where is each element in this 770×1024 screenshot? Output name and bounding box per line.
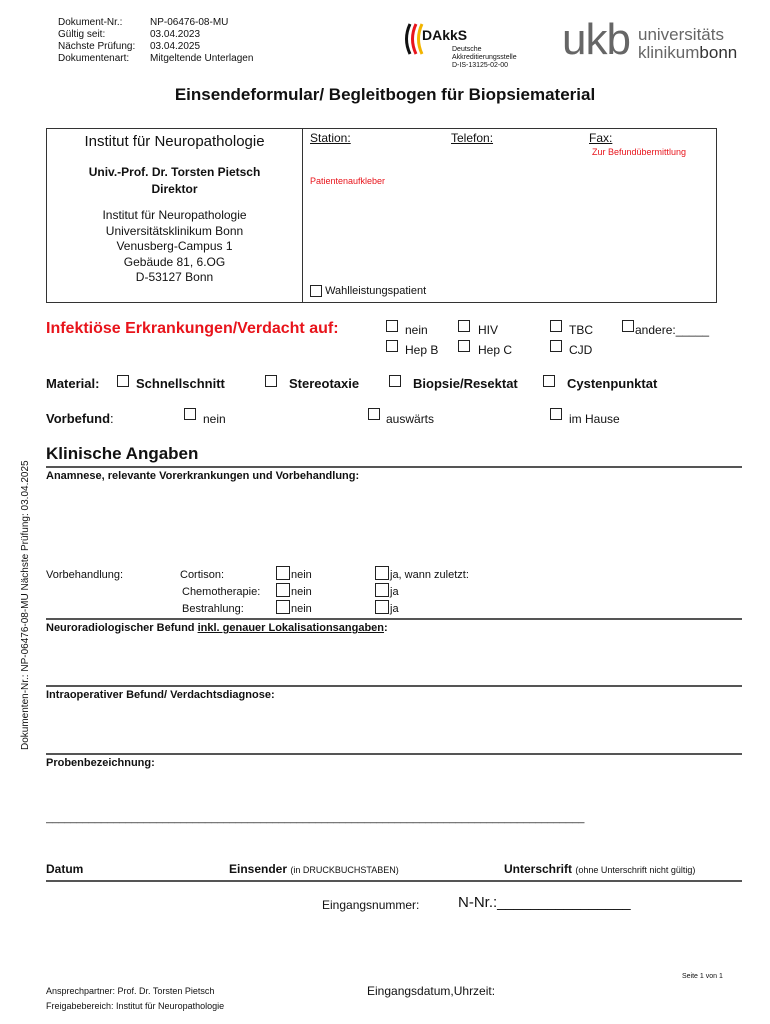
cortison-nein-label: nein	[291, 569, 312, 581]
cortison-ja-checkbox[interactable]	[375, 566, 389, 580]
bestrahlung-nein-checkbox[interactable]	[276, 600, 290, 614]
header-box	[46, 128, 717, 303]
document-meta	[58, 17, 253, 65]
n-nr-field[interactable]: N-Nr.:________________	[458, 894, 631, 911]
cjd-label: CJD	[569, 343, 593, 357]
dakks-line2: Akkreditierungsstelle	[452, 54, 517, 61]
eingangsdatum-label: Eingangsdatum,Uhrzeit:	[367, 984, 496, 998]
cjd-checkbox[interactable]	[550, 340, 562, 352]
cortison-nein-checkbox[interactable]	[276, 566, 290, 580]
einsender-text: Einsender	[229, 862, 288, 876]
unterschrift-note: (ohne Unterschrift nicht gültig)	[575, 865, 696, 875]
neuro-label-b: inkl. genauer Lokalisationsangaben	[197, 622, 385, 634]
next-check-date: 03.04.2025	[150, 41, 201, 52]
chemo-nein-checkbox[interactable]	[276, 583, 290, 597]
signature-line[interactable]: ________________________________________________________________________________________	[46, 812, 585, 824]
infection-nein-label: nein	[405, 323, 428, 337]
dakks-name: DAkkS	[422, 27, 468, 43]
page-number: Seite 1 von 1	[682, 973, 723, 980]
im-hause-checkbox[interactable]	[550, 408, 562, 420]
addr-line3: Venusberg-Campus 1	[116, 239, 233, 253]
schnellschnitt-label: Schnellschnitt	[136, 376, 225, 391]
infection-nein-checkbox[interactable]	[386, 320, 398, 332]
tbc-checkbox[interactable]	[550, 320, 562, 332]
box-divider	[302, 129, 303, 302]
fax-note: Zur Befundübermittlung	[592, 147, 687, 157]
vorbefund-nein-checkbox[interactable]	[184, 408, 196, 420]
next-check-label: Nächste Prüfung:	[58, 41, 136, 52]
wahlleistung-option[interactable]	[310, 285, 426, 297]
unterschrift-label	[504, 862, 695, 876]
bestrahlung-nein-label: nein	[291, 603, 312, 615]
hepb-label: Hep B	[405, 343, 439, 357]
hepc-label: Hep C	[478, 343, 513, 357]
vorbefund-nein-label: nein	[203, 412, 226, 426]
infection-label: Infektiöse Erkrankungen/Verdacht auf:	[46, 320, 339, 337]
material-label: Material:	[46, 376, 100, 391]
anamnese-label: Anamnese, relevante Vorerkrankungen und Vorbehandlung:	[46, 470, 360, 482]
director-title: Direktor	[151, 182, 198, 196]
divider	[46, 685, 742, 687]
valid-date: 03.04.2023	[150, 29, 201, 40]
dakks-line1: Deutsche	[452, 46, 482, 53]
footer-contact	[46, 984, 224, 1014]
contact-line: Ansprechpartner: Prof. Dr. Torsten Pietsch	[46, 986, 215, 996]
ukb-mark: ukb	[562, 15, 630, 64]
doc-type: Mitgeltende Unterlagen	[150, 53, 254, 64]
einsender-label	[229, 862, 399, 876]
clinical-heading: Klinische Angaben	[46, 444, 199, 463]
chemo-label: Chemotherapie:	[182, 586, 261, 598]
cystenpunktat-label: Cystenpunktat	[567, 376, 658, 391]
ukb-line2a: klinikum	[638, 43, 700, 62]
director-name: Univ.-Prof. Dr. Torsten Pietsch	[88, 165, 261, 179]
bestrahlung-ja-checkbox[interactable]	[375, 600, 389, 614]
bestrahlung-label: Bestrahlung:	[182, 603, 244, 615]
addr-line4: Gebäude 81, 6.OG	[123, 254, 226, 269]
divider	[46, 753, 742, 755]
andere-label[interactable]: andere:_____	[635, 323, 710, 337]
andere-checkbox[interactable]	[622, 320, 634, 332]
institute-panel	[47, 129, 302, 302]
dakks-line3: D-IS-13125-02-00	[452, 62, 509, 69]
fax-field[interactable]: Fax:	[589, 131, 613, 145]
hepc-checkbox[interactable]	[458, 340, 470, 352]
auswaerts-label: auswärts	[386, 412, 435, 426]
cortison-label: Cortison:	[180, 569, 225, 581]
stereotaxie-checkbox[interactable]	[265, 375, 277, 387]
valid-label: Gültig seit:	[58, 29, 106, 40]
eingang-label: Eingangsnummer:	[322, 898, 420, 912]
release-line: Freigabebereich: Institut für Neuropathologie	[46, 1001, 225, 1011]
chemo-ja-checkbox[interactable]	[375, 583, 389, 597]
tbc-label: TBC	[569, 323, 593, 337]
datum-label: Datum	[46, 862, 84, 876]
vorbefund-text: Vorbefund	[46, 411, 111, 426]
ukb-line2b: bonn	[699, 43, 738, 62]
divider	[46, 880, 742, 882]
vorbehandlung-label: Vorbehandlung:	[46, 569, 124, 581]
einsender-note: (in DRUCKBUCHSTABEN)	[290, 865, 399, 875]
chemo-nein-label: nein	[291, 586, 312, 598]
hiv-checkbox[interactable]	[458, 320, 470, 332]
cystenpunktat-checkbox[interactable]	[543, 375, 555, 387]
wahlleistung-checkbox[interactable]	[310, 285, 322, 297]
neuro-label-a: Neuroradiologischer Befund	[46, 622, 198, 634]
hepb-checkbox[interactable]	[386, 340, 398, 352]
hiv-label: HIV	[478, 323, 499, 337]
biopsie-checkbox[interactable]	[389, 375, 401, 387]
stereotaxie-label: Stereotaxie	[289, 376, 360, 391]
doc-type-label: Dokumentenart:	[58, 53, 130, 64]
institute-address	[47, 208, 302, 286]
ukb-line1: universitäts	[638, 25, 724, 44]
side-document-info: Dokumenten-Nr.: NP-06476-08-MU Nächste Prüfung: 03.04.2025	[20, 460, 31, 750]
dakks-logo	[402, 18, 542, 72]
neuro-label-c: :	[384, 622, 388, 634]
vorbefund-colon: :	[110, 411, 114, 426]
doc-nr-label: Dokument-Nr.:	[58, 17, 123, 28]
addr-line5: D-53127 Bonn	[135, 270, 214, 284]
addr-line2: Universitätsklinikum Bonn	[105, 223, 244, 238]
dakks-mark-icon	[402, 22, 424, 56]
cortison-ja-label: ja, wann zuletzt:	[390, 569, 469, 581]
institute-name: Institut für Neuropathologie	[84, 133, 265, 150]
page-title: Einsendeformular/ Begleitbogen für Biopsiematerial	[174, 85, 596, 104]
dakks-text	[452, 46, 517, 70]
patient-sticker-area: Patientenaufkleber	[310, 176, 386, 186]
unterschrift-text: Unterschrift	[504, 862, 573, 876]
bestrahlung-ja-label: ja	[390, 603, 399, 615]
schnellschnitt-checkbox[interactable]	[117, 375, 129, 387]
biopsie-label: Biopsie/Resektat	[413, 376, 518, 391]
probe-label: Probenbezeichnung:	[46, 757, 155, 769]
vorbefund-label	[46, 411, 114, 426]
telefon-field[interactable]: Telefon:	[451, 131, 494, 145]
divider	[46, 618, 742, 620]
addr-line1: Institut für Neuropathologie	[102, 208, 247, 222]
im-hause-label: im Hause	[569, 412, 620, 426]
neuro-label	[46, 622, 388, 634]
intraop-label: Intraoperativer Befund/ Verdachtsdiagnose:	[46, 689, 275, 701]
divider	[46, 466, 742, 468]
chemo-ja-label: ja	[390, 586, 399, 598]
station-field[interactable]: Station:	[310, 131, 351, 145]
doc-nr: NP-06476-08-MU	[150, 17, 229, 28]
wahlleistung-label: Wahlleistungspatient	[325, 285, 427, 297]
ukb-text	[638, 26, 737, 62]
auswaerts-checkbox[interactable]	[368, 408, 380, 420]
